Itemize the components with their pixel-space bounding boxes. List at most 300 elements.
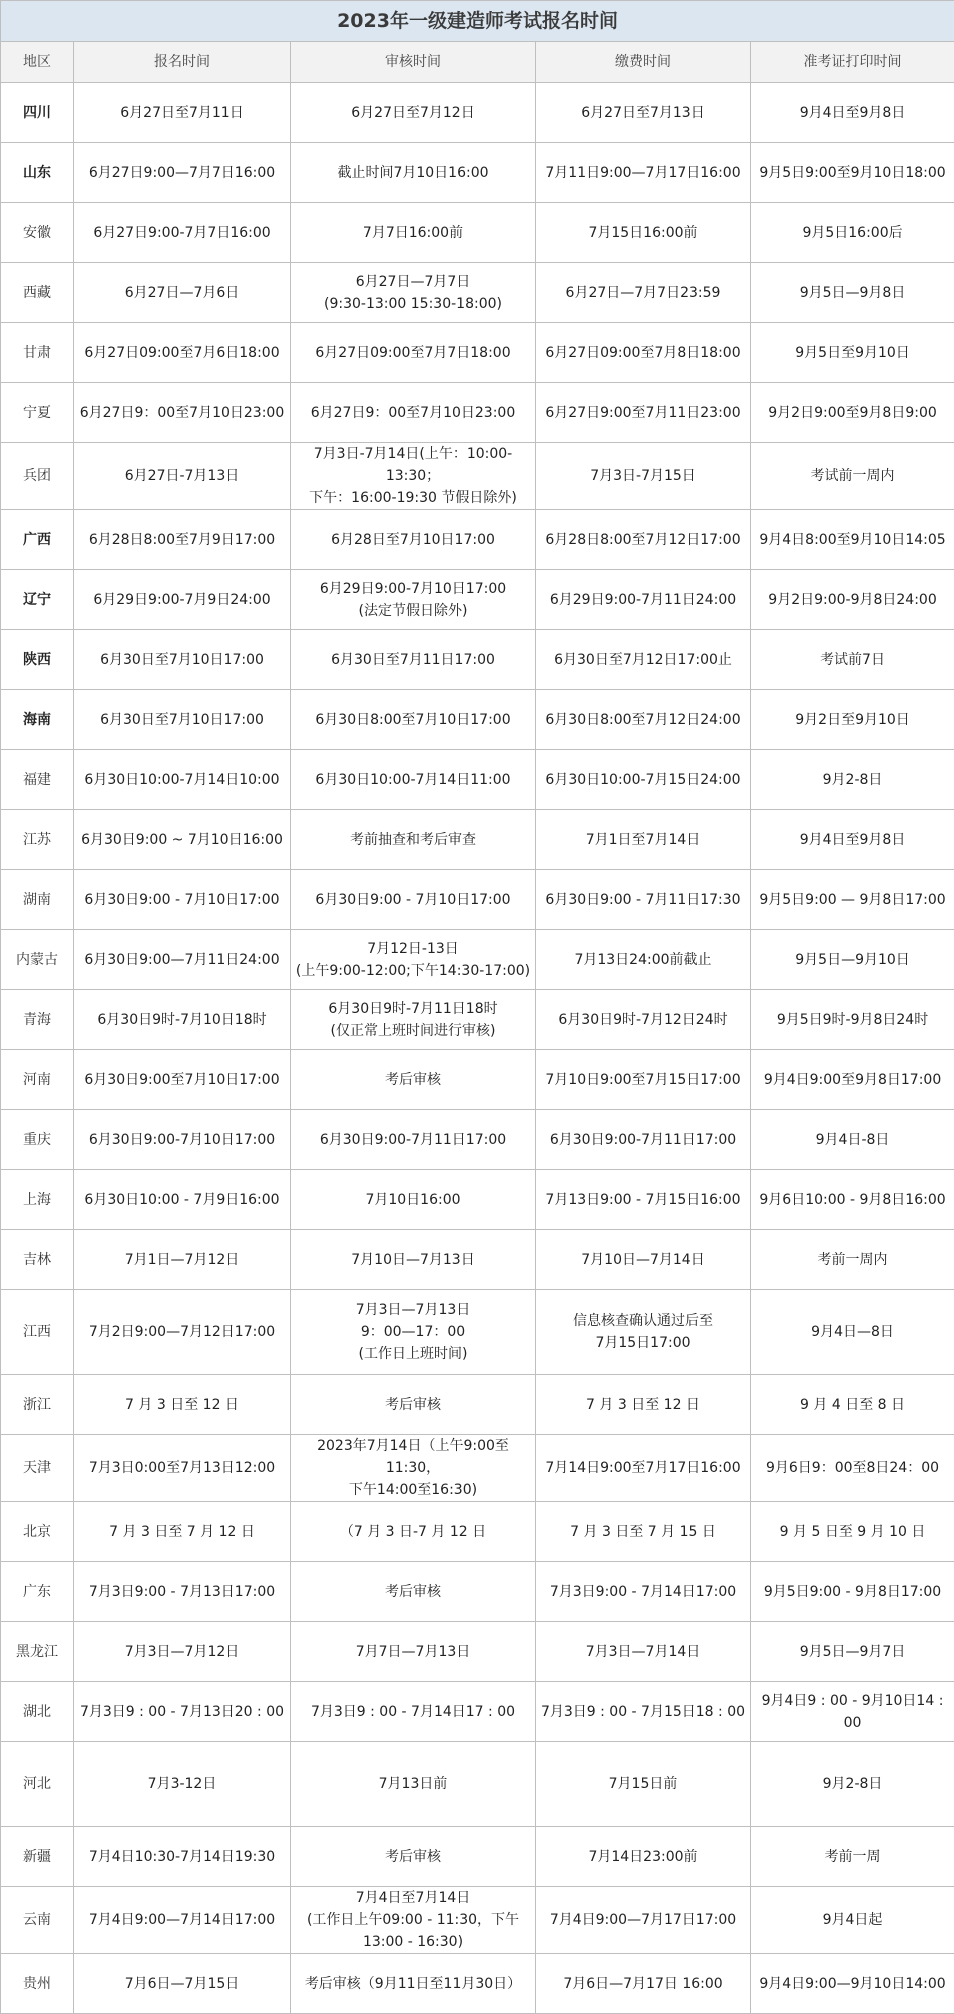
audit-time-cell [291, 83, 536, 143]
admission-print-time-cell [751, 630, 954, 690]
registration-time-cell [74, 1170, 291, 1230]
cell-line: 7月4日10:30-7月14日19:30 [78, 1846, 286, 1868]
cell-line: 7月12日-13日 [295, 938, 531, 960]
audit-time-cell [291, 510, 536, 570]
table-row [1, 570, 954, 630]
audit-time-cell [291, 203, 536, 263]
region-cell: 北京 [1, 1502, 74, 1562]
cell-line: 7月6日—7月17日 16:00 [540, 1973, 746, 1995]
registration-time-cell [74, 83, 291, 143]
cell-line: 6月27日至7月11日 [78, 102, 286, 124]
cell-line: 9 月 5 日至 9 月 10 日 [755, 1521, 950, 1543]
cell-line: 6月30日9:00 - 7月10日17:00 [78, 889, 286, 911]
cell-line: 6月30日9:00 - 7月10日17:00 [295, 889, 531, 911]
table-row [1, 630, 954, 690]
cell-line: 9月4日9:00—9月10日14:00 [755, 1973, 950, 1995]
cell-line: 下午：16:00-19:30 节假日除外) [295, 487, 531, 509]
cell-line: 6月28日至7月10日17:00 [295, 529, 531, 551]
registration-time-cell [74, 1742, 291, 1827]
registration-time-cell [74, 203, 291, 263]
payment-time-cell [536, 990, 751, 1050]
table-row [1, 1230, 954, 1290]
audit-time-cell [291, 810, 536, 870]
header-registration-time: 报名时间 [74, 42, 291, 83]
cell-line: 7月2日9:00—7月12日17:00 [78, 1321, 286, 1343]
region-cell: 广东 [1, 1562, 74, 1622]
cell-line: (工作日上午09:00 - 11:30，下午 [295, 1909, 531, 1931]
cell-line: 7月15日16:00前 [540, 222, 746, 244]
payment-time-cell [536, 630, 751, 690]
cell-line: 6月27日—7月6日 [78, 282, 286, 304]
payment-time-cell [536, 1742, 751, 1827]
cell-line: （7 月 3 日-7 月 12 日 [295, 1521, 531, 1543]
admission-print-time-cell [751, 203, 954, 263]
cell-line: 9月2日至9月10日 [755, 709, 950, 731]
admission-print-time-cell [751, 990, 954, 1050]
cell-line: 9月5日—9月8日 [755, 282, 950, 304]
cell-line: 6月30日至7月10日17:00 [78, 709, 286, 731]
cell-line: 7月3日—7月14日 [540, 1641, 746, 1663]
table-row [1, 1375, 954, 1435]
admission-print-time-cell [751, 750, 954, 810]
cell-line: 7月3日-7月15日 [540, 465, 746, 487]
audit-time-cell [291, 630, 536, 690]
table-row [1, 1290, 954, 1375]
cell-line: 6月30日10:00 - 7月9日16:00 [78, 1189, 286, 1211]
cell-line: 9月5日9:00 — 9月8日17:00 [755, 889, 950, 911]
cell-line: 截止时间7月10日16:00 [295, 162, 531, 184]
cell-line: 7月15日17:00 [540, 1332, 746, 1354]
table-row [1, 1827, 954, 1887]
region-cell: 河北 [1, 1742, 74, 1827]
cell-line: 6月29日9:00-7月9日24:00 [78, 589, 286, 611]
registration-time-cell [74, 510, 291, 570]
admission-print-time-cell [751, 690, 954, 750]
registration-time-cell [74, 810, 291, 870]
cell-line: 6月27日-7月13日 [78, 465, 286, 487]
admission-print-time-cell [751, 383, 954, 443]
cell-line: 9月4日-8日 [755, 1129, 950, 1151]
table-row [1, 1954, 954, 2014]
cell-line: 9月4日至9月8日 [755, 102, 950, 124]
admission-print-time-cell [751, 1827, 954, 1887]
cell-line: 7月3日9 : 00 - 7月15日18 : 00 [540, 1701, 746, 1723]
payment-time-cell [536, 750, 751, 810]
region-cell: 河南 [1, 1050, 74, 1110]
cell-line: 6月30日9:00至7月10日17:00 [78, 1069, 286, 1091]
cell-line: 7月10日—7月14日 [540, 1249, 746, 1271]
cell-line: 考后审核 [295, 1846, 531, 1868]
admission-print-time-cell [751, 1110, 954, 1170]
admission-print-time-cell [751, 1050, 954, 1110]
cell-line: 7月3日0:00至7月13日12:00 [78, 1457, 286, 1479]
audit-time-cell [291, 1502, 536, 1562]
cell-line: 7月3日9 : 00 - 7月14日17 : 00 [295, 1701, 531, 1723]
payment-time-cell [536, 810, 751, 870]
audit-time-cell [291, 1682, 536, 1742]
cell-line: 7月13日24:00前截止 [540, 949, 746, 971]
audit-time-cell [291, 1050, 536, 1110]
payment-time-cell [536, 203, 751, 263]
admission-print-time-cell [751, 570, 954, 630]
cell-line: 9月5日—9月10日 [755, 949, 950, 971]
cell-line: 6月30日9:00-7月11日17:00 [540, 1129, 746, 1151]
registration-time-cell [74, 1887, 291, 1954]
audit-time-cell [291, 1622, 536, 1682]
cell-line: 7月4日9:00—7月17日17:00 [540, 1909, 746, 1931]
table-row [1, 990, 954, 1050]
region-cell: 甘肃 [1, 323, 74, 383]
payment-time-cell [536, 443, 751, 510]
registration-time-cell [74, 1954, 291, 2014]
cell-line: 6月30日9时-7月11日18时 [295, 998, 531, 1020]
audit-time-cell [291, 443, 536, 510]
cell-line: 7月3日-7月14日(上午：10:00-13:30； [295, 443, 531, 487]
registration-time-cell [74, 990, 291, 1050]
admission-print-time-cell [751, 1435, 954, 1502]
table-row [1, 510, 954, 570]
region-cell: 湖北 [1, 1682, 74, 1742]
payment-time-cell [536, 1050, 751, 1110]
admission-print-time-cell [751, 1954, 954, 2014]
region-cell: 宁夏 [1, 383, 74, 443]
cell-line: 9月5日9:00 - 9月8日17:00 [755, 1581, 950, 1603]
table-row [1, 263, 954, 323]
region-cell: 上海 [1, 1170, 74, 1230]
payment-time-cell [536, 870, 751, 930]
cell-line: 考前一周内 [755, 1249, 950, 1271]
header-audit-time: 审核时间 [291, 42, 536, 83]
region-cell: 新疆 [1, 1827, 74, 1887]
audit-time-cell [291, 1562, 536, 1622]
registration-time-cell [74, 443, 291, 510]
region-cell: 贵州 [1, 1954, 74, 2014]
registration-time-cell [74, 323, 291, 383]
registration-time-cell [74, 1562, 291, 1622]
cell-line: 6月30日9:00—7月11日24:00 [78, 949, 286, 971]
region-cell: 福建 [1, 750, 74, 810]
cell-line: 考后审核 [295, 1069, 531, 1091]
audit-time-cell [291, 990, 536, 1050]
cell-line: 7月3日—7月12日 [78, 1641, 286, 1663]
audit-time-cell [291, 1170, 536, 1230]
payment-time-cell [536, 1375, 751, 1435]
payment-time-cell [536, 1887, 751, 1954]
admission-print-time-cell [751, 1622, 954, 1682]
registration-time-cell [74, 1290, 291, 1375]
cell-line: 7 月 3 日至 12 日 [78, 1394, 286, 1416]
audit-time-cell [291, 1887, 536, 1954]
payment-time-cell [536, 1290, 751, 1375]
region-cell: 陕西 [1, 630, 74, 690]
cell-line: 6月27日09:00至7月6日18:00 [78, 342, 286, 364]
cell-line: 6月30日10:00-7月15日24:00 [540, 769, 746, 791]
cell-line: 考后审核 [295, 1394, 531, 1416]
admission-print-time-cell [751, 1375, 954, 1435]
audit-time-cell [291, 1742, 536, 1827]
region-cell: 江西 [1, 1290, 74, 1375]
cell-line: 7 月 3 日至 12 日 [540, 1394, 746, 1416]
cell-line: 9月5日—9月7日 [755, 1641, 950, 1663]
table-row [1, 83, 954, 143]
cell-line: 9月5日16:00后 [755, 222, 950, 244]
cell-line: 7月7日—7月13日 [295, 1641, 531, 1663]
payment-time-cell [536, 1622, 751, 1682]
admission-print-time-cell [751, 1562, 954, 1622]
registration-time-cell [74, 1050, 291, 1110]
admission-print-time-cell [751, 1290, 954, 1375]
audit-time-cell [291, 930, 536, 990]
region-cell: 云南 [1, 1887, 74, 1954]
table-row [1, 1110, 954, 1170]
cell-line: 6月27日09:00至7月8日18:00 [540, 342, 746, 364]
region-cell: 海南 [1, 690, 74, 750]
cell-line: 9 月 4 日至 8 日 [755, 1394, 950, 1416]
payment-time-cell [536, 83, 751, 143]
audit-time-cell [291, 1435, 536, 1502]
payment-time-cell [536, 1827, 751, 1887]
table-row [1, 143, 954, 203]
admission-print-time-cell [751, 263, 954, 323]
registration-time-cell [74, 630, 291, 690]
cell-line: 7月10日—7月13日 [295, 1249, 531, 1271]
cell-line: 9月2日9:00至9月8日9:00 [755, 402, 950, 424]
cell-line: 7月4日至7月14日 [295, 1887, 531, 1909]
cell-line: (上午9:00-12:00;下午14:30-17:00) [295, 960, 531, 982]
registration-time-cell [74, 690, 291, 750]
audit-time-cell [291, 323, 536, 383]
region-cell: 青海 [1, 990, 74, 1050]
cell-line: 9月4日至9月8日 [755, 829, 950, 851]
cell-line: 6月30日9时-7月12日24时 [540, 1009, 746, 1031]
cell-line: 考前抽查和考后审查 [295, 829, 531, 851]
payment-time-cell [536, 1502, 751, 1562]
cell-line: 9月4日起 [755, 1909, 950, 1931]
cell-line: 6月30日9:00 ~ 7月10日16:00 [78, 829, 286, 851]
cell-line: 7月11日9:00—7月17日16:00 [540, 162, 746, 184]
cell-line: 6月27日—7月7日23:59 [540, 282, 746, 304]
region-cell: 安徽 [1, 203, 74, 263]
audit-time-cell [291, 570, 536, 630]
table-row [1, 930, 954, 990]
admission-print-time-cell [751, 870, 954, 930]
table-row [1, 1050, 954, 1110]
cell-line: 6月27日9:00-7月7日16:00 [78, 222, 286, 244]
table-row [1, 750, 954, 810]
admission-print-time-cell [751, 323, 954, 383]
table-row [1, 810, 954, 870]
registration-time-cell [74, 750, 291, 810]
cell-line: 6月30日9时-7月10日18时 [78, 1009, 286, 1031]
cell-line: 6月30日9:00 - 7月11日17:30 [540, 889, 746, 911]
cell-line: 7月3日9:00 - 7月14日17:00 [540, 1581, 746, 1603]
cell-line: 9月5日9时-9月8日24时 [755, 1009, 950, 1031]
payment-time-cell [536, 143, 751, 203]
cell-line: 6月27日9:00至7月11日23:00 [540, 402, 746, 424]
payment-time-cell [536, 1435, 751, 1502]
cell-line: 考后审核（9月11日至11月30日） [295, 1973, 531, 1995]
table-row [1, 1562, 954, 1622]
region-cell: 西藏 [1, 263, 74, 323]
region-cell: 湖南 [1, 870, 74, 930]
cell-line: 6月30日8:00至7月12日24:00 [540, 709, 746, 731]
table-row [1, 870, 954, 930]
registration-time-cell [74, 1435, 291, 1502]
payment-time-cell [536, 383, 751, 443]
cell-line: 6月27日9：00至7月10日23:00 [295, 402, 531, 424]
registration-time-cell [74, 1622, 291, 1682]
audit-time-cell [291, 1375, 536, 1435]
audit-time-cell [291, 750, 536, 810]
region-cell: 天津 [1, 1435, 74, 1502]
cell-line: 6月30日10:00-7月14日11:00 [295, 769, 531, 791]
cell-line: (9:30-13:00 15:30-18:00) [295, 293, 531, 315]
table-row [1, 443, 954, 510]
cell-line: 7月14日9:00至7月17日16:00 [540, 1457, 746, 1479]
table-row [1, 690, 954, 750]
cell-line: 考后审核 [295, 1581, 531, 1603]
cell-line: 7月13日前 [295, 1773, 531, 1795]
admission-print-time-cell [751, 1682, 954, 1742]
payment-time-cell [536, 690, 751, 750]
cell-line: 7月7日16:00前 [295, 222, 531, 244]
admission-print-time-cell [751, 143, 954, 203]
cell-line: 9月4日9:00至9月8日17:00 [755, 1069, 950, 1091]
region-cell: 吉林 [1, 1230, 74, 1290]
audit-time-cell [291, 870, 536, 930]
cell-line: 考前一周 [755, 1846, 950, 1868]
cell-line: 下午14:00至16:30) [295, 1479, 531, 1501]
header-payment-time: 缴费时间 [536, 42, 751, 83]
region-cell: 辽宁 [1, 570, 74, 630]
cell-line: 9月4日—8日 [755, 1321, 950, 1343]
cell-line: 6月27日9：00至7月10日23:00 [78, 402, 286, 424]
registration-time-cell [74, 263, 291, 323]
payment-time-cell [536, 1562, 751, 1622]
cell-line: (仅正常上班时间进行审核) [295, 1020, 531, 1042]
header-region: 地区 [1, 42, 74, 83]
cell-line: 9月2-8日 [755, 769, 950, 791]
admission-print-time-cell [751, 930, 954, 990]
payment-time-cell [536, 510, 751, 570]
cell-line: 6月30日10:00-7月14日10:00 [78, 769, 286, 791]
title-row [1, 1, 954, 42]
cell-line: 7 月 3 日至 7 月 12 日 [78, 1521, 286, 1543]
admission-print-time-cell [751, 1230, 954, 1290]
cell-line: 7月1日至7月14日 [540, 829, 746, 851]
table-row [1, 323, 954, 383]
registration-time-cell [74, 870, 291, 930]
cell-line: 7月14日23:00前 [540, 1846, 746, 1868]
cell-line: 6月27日09:00至7月7日18:00 [295, 342, 531, 364]
cell-line: 9月6日10:00 - 9月8日16:00 [755, 1189, 950, 1211]
cell-line: 7月3-12日 [78, 1773, 286, 1795]
cell-line: 6月28日8:00至7月12日17:00 [540, 529, 746, 551]
region-cell: 广西 [1, 510, 74, 570]
cell-line: 6月27日9:00—7月7日16:00 [78, 162, 286, 184]
cell-line: 7月3日9 : 00 - 7月13日20 : 00 [78, 1701, 286, 1723]
cell-line: (工作日上班时间) [295, 1343, 531, 1365]
cell-line: 2023年7月14日（上午9:00至11:30， [295, 1435, 531, 1479]
admission-print-time-cell [751, 1502, 954, 1562]
region-cell: 山东 [1, 143, 74, 203]
cell-line: 7月10日16:00 [295, 1189, 531, 1211]
cell-line: 13:00 - 16:30) [295, 1931, 531, 1953]
table-row [1, 203, 954, 263]
cell-line: 7月13日9:00 - 7月15日16:00 [540, 1189, 746, 1211]
cell-line: 考试前一周内 [755, 465, 950, 487]
payment-time-cell [536, 1682, 751, 1742]
payment-time-cell [536, 1954, 751, 2014]
table-row [1, 1435, 954, 1502]
cell-line: 9：00—17：00 [295, 1321, 531, 1343]
payment-time-cell [536, 1110, 751, 1170]
cell-line: 7月6日—7月15日 [78, 1973, 286, 1995]
cell-line: 6月27日至7月12日 [295, 102, 531, 124]
region-cell: 浙江 [1, 1375, 74, 1435]
cell-line: 6月30日8:00至7月10日17:00 [295, 709, 531, 731]
registration-time-cell [74, 1502, 291, 1562]
cell-line: 9月2-8日 [755, 1773, 950, 1795]
registration-time-cell [74, 1110, 291, 1170]
cell-line: 6月30日9:00-7月11日17:00 [295, 1129, 531, 1151]
payment-time-cell [536, 570, 751, 630]
admission-print-time-cell [751, 1742, 954, 1827]
cell-line: 6月30日9:00-7月10日17:00 [78, 1129, 286, 1151]
registration-time-cell [74, 1375, 291, 1435]
region-cell: 重庆 [1, 1110, 74, 1170]
cell-line: 9月5日至9月10日 [755, 342, 950, 364]
region-cell: 兵团 [1, 443, 74, 510]
audit-time-cell [291, 1230, 536, 1290]
cell-line: 9月5日9:00至9月10日18:00 [755, 162, 950, 184]
region-cell: 内蒙古 [1, 930, 74, 990]
cell-line: 6月30日至7月11日17:00 [295, 649, 531, 671]
table-row [1, 1502, 954, 1562]
admission-print-time-cell [751, 443, 954, 510]
audit-time-cell [291, 383, 536, 443]
cell-line: 6月30日至7月10日17:00 [78, 649, 286, 671]
cell-line: 6月28日8:00至7月9日17:00 [78, 529, 286, 551]
audit-time-cell [291, 143, 536, 203]
table-row [1, 1682, 954, 1742]
table-row [1, 383, 954, 443]
audit-time-cell [291, 1954, 536, 2014]
cell-line: 6月29日9:00-7月10日17:00 [295, 578, 531, 600]
cell-line: 7月10日9:00至7月15日17:00 [540, 1069, 746, 1091]
registration-time-cell [74, 383, 291, 443]
cell-line: 9月6日9：00至8日24：00 [755, 1457, 950, 1479]
admission-print-time-cell [751, 810, 954, 870]
cell-line: 7月1日—7月12日 [78, 1249, 286, 1271]
payment-time-cell [536, 1230, 751, 1290]
registration-time-cell [74, 1230, 291, 1290]
registration-time-cell [74, 143, 291, 203]
cell-line: (法定节假日除外) [295, 600, 531, 622]
registration-time-cell [74, 1682, 291, 1742]
cell-line: 7 月 3 日至 7 月 15 日 [540, 1521, 746, 1543]
audit-time-cell [291, 263, 536, 323]
registration-time-cell [74, 1827, 291, 1887]
audit-time-cell [291, 690, 536, 750]
admission-print-time-cell [751, 83, 954, 143]
cell-line: 7月3日—7月13日 [295, 1299, 531, 1321]
cell-line: 6月29日9:00-7月11日24:00 [540, 589, 746, 611]
admission-print-time-cell [751, 1887, 954, 1954]
cell-line: 9月2日9:00-9月8日24:00 [755, 589, 950, 611]
cell-line: 7月4日9:00—7月14日17:00 [78, 1909, 286, 1931]
region-cell: 四川 [1, 83, 74, 143]
